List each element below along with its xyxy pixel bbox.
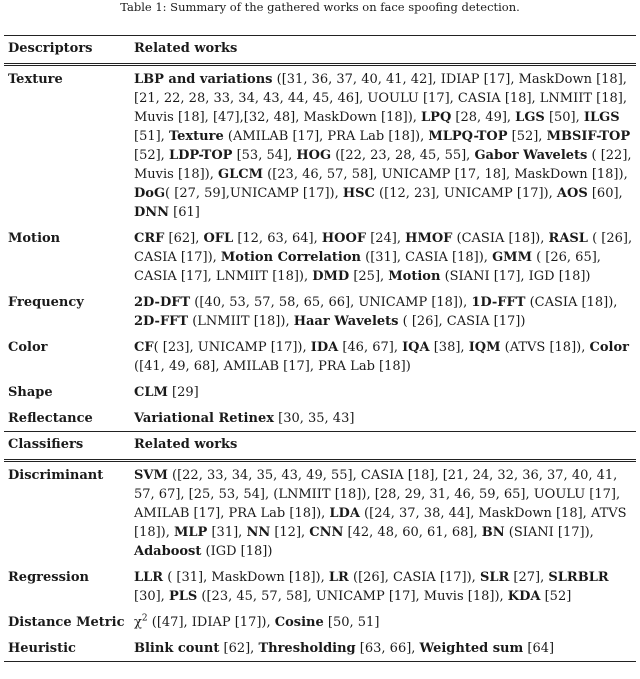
citation-text: [46, 67], bbox=[338, 340, 403, 355]
method-name: Motion Correlation bbox=[220, 250, 361, 265]
table-row bbox=[4, 635, 636, 662]
citation-text: ( [31], MaskDown [18]), bbox=[163, 570, 329, 585]
method-name: LBP and variations bbox=[134, 72, 273, 87]
descriptors-header-descriptor: Descriptors bbox=[4, 36, 134, 65]
citation-text: [60], bbox=[587, 186, 623, 201]
row-related-works bbox=[134, 65, 636, 226]
classifiers-header-related-works: Related works bbox=[134, 432, 636, 461]
method-name: Color bbox=[589, 340, 629, 355]
method-name: OFL bbox=[203, 231, 234, 246]
citation-text: [52], bbox=[507, 129, 547, 144]
method-name: SLRBLR bbox=[548, 570, 609, 585]
citation-text: [53, 54], bbox=[232, 148, 297, 163]
row-category: Motion bbox=[8, 231, 61, 246]
table-row bbox=[4, 225, 636, 289]
row-category: Distance Metric bbox=[8, 615, 125, 630]
method-name: LR bbox=[328, 570, 349, 585]
method-name: GLCM bbox=[218, 167, 263, 182]
classifiers-header-row bbox=[4, 432, 636, 461]
summary-table bbox=[4, 35, 636, 662]
method-name: CRF bbox=[134, 231, 165, 246]
method-name: Adaboost bbox=[134, 544, 202, 559]
citation-text: [30], bbox=[134, 589, 169, 604]
citation-text: [64] bbox=[523, 641, 555, 656]
method-name: HSC bbox=[342, 186, 375, 201]
method-name: Texture bbox=[168, 129, 224, 144]
citation-text: ( [26], CASIA [17]) bbox=[398, 314, 526, 329]
table-row bbox=[4, 405, 636, 432]
citation-text: ([24, 37, 38, 44], MaskDown [18], ATVS [18]), bbox=[134, 506, 627, 540]
citation-text: ( [27, 59],UNICAMP [17]), bbox=[165, 186, 343, 201]
citation-text: ( [23], UNICAMP [17]), bbox=[153, 340, 311, 355]
method-name: Gabor Wavelets bbox=[474, 148, 588, 163]
method-name: PLS bbox=[168, 589, 198, 604]
row-category: Texture bbox=[8, 72, 63, 87]
citation-text: ([12, 23], UNICAMP [17]), bbox=[374, 186, 557, 201]
method-name: MBSIF-TOP bbox=[546, 129, 631, 144]
row-related-works bbox=[134, 461, 636, 565]
row-category: Heuristic bbox=[4, 635, 134, 662]
method-name: LDA bbox=[329, 506, 360, 521]
superscript: 2 bbox=[141, 613, 148, 624]
method-name: MLPQ-TOP bbox=[428, 129, 508, 144]
row-category: Regression bbox=[8, 570, 89, 585]
citation-text: [28, 49], bbox=[451, 110, 516, 125]
citation-text: [24], bbox=[366, 231, 406, 246]
row-category: Color bbox=[8, 340, 48, 355]
citation-text: [61] bbox=[169, 205, 200, 220]
citation-text: ([41, 49, 68], AMILAB [17], PRA Lab [18]) bbox=[134, 359, 411, 374]
method-name: BN bbox=[481, 525, 505, 540]
method-name: GMM bbox=[492, 250, 532, 265]
row-related-works bbox=[134, 635, 636, 662]
citation-text: [25], bbox=[349, 269, 389, 284]
method-name: RASL bbox=[548, 231, 588, 246]
method-name: LLR bbox=[134, 570, 164, 585]
table-row bbox=[4, 65, 636, 226]
method-name: Weighted sum bbox=[419, 641, 524, 656]
citation-text: (AMILAB [17], PRA Lab [18]), bbox=[223, 129, 429, 144]
citation-text: (SIANI [17]), bbox=[504, 525, 594, 540]
citation-text: [50], bbox=[544, 110, 584, 125]
row-related-works bbox=[134, 379, 636, 405]
method-name: Blink count bbox=[134, 641, 220, 656]
row-category: Shape bbox=[8, 385, 53, 400]
row-related-works bbox=[134, 334, 636, 379]
descriptors-header-related-works: Related works bbox=[134, 36, 636, 65]
method-name: 2D-DFT bbox=[134, 295, 191, 310]
method-name: HMOF bbox=[405, 231, 453, 246]
method-name: IDA bbox=[310, 340, 339, 355]
citation-text: ([31], CASIA [18]), bbox=[361, 250, 493, 265]
citation-text: [38], bbox=[429, 340, 469, 355]
citation-text: ([22, 33, 34, 35, 43, 49, 55], CASIA [18], [21, 24, 32, 36, 37, 40, 41, 57, 67], [25, 53, 54], (LNMIIT [18]), [28, 29, 31, 46, 59, 65], UOULU [17], AMILAB [17], PRA Lab [18]), bbox=[134, 468, 621, 521]
citation-text: [52], bbox=[134, 148, 169, 163]
citation-text: (CASIA [18]), bbox=[452, 231, 549, 246]
citation-text: ([47], IDIAP [17]), bbox=[147, 615, 275, 630]
citation-text: (SIANI [17], IGD [18]) bbox=[440, 269, 591, 284]
method-name: Cosine bbox=[274, 615, 324, 630]
citation-text: [50, 51] bbox=[323, 615, 380, 630]
method-name: LGS bbox=[515, 110, 545, 125]
citation-text: ([40, 53, 57, 58, 65, 66], UNICAMP [18]), bbox=[190, 295, 472, 310]
citation-text: ([26], CASIA [17]), bbox=[348, 570, 480, 585]
citation-text: [51], bbox=[134, 129, 169, 144]
row-related-works bbox=[134, 405, 636, 432]
method-name: LPQ bbox=[421, 110, 452, 125]
method-name: DMD bbox=[312, 269, 350, 284]
method-name: 1D-FFT bbox=[471, 295, 526, 310]
method-name: IQM bbox=[468, 340, 501, 355]
method-name: ILGS bbox=[583, 110, 620, 125]
citation-text: [12, 63, 64], bbox=[233, 231, 322, 246]
citation-text: ([23, 46, 57, 58], UNICAMP [17, 18], MaskDown [18]), bbox=[263, 167, 628, 182]
row-category: Discriminant bbox=[8, 468, 104, 483]
method-name: Thresholding bbox=[258, 641, 356, 656]
method-name: HOOF bbox=[321, 231, 367, 246]
row-related-works bbox=[134, 225, 636, 289]
method-name: IQA bbox=[402, 340, 430, 355]
citation-text: (IGD [18]) bbox=[201, 544, 273, 559]
method-name: SLR bbox=[479, 570, 510, 585]
citation-text: [30, 35, 43] bbox=[273, 411, 355, 426]
citation-text: ( [26], CASIA [17]), bbox=[134, 231, 633, 265]
method-name: SVM bbox=[134, 468, 168, 483]
citation-text: (ATVS [18]), bbox=[500, 340, 590, 355]
table-row bbox=[4, 289, 636, 334]
method-name: NN bbox=[246, 525, 271, 540]
table-row bbox=[4, 609, 636, 635]
method-name: Motion bbox=[388, 269, 441, 284]
method-name: LDP-TOP bbox=[168, 148, 233, 163]
method-name: DoG bbox=[134, 186, 166, 201]
descriptors-header-row bbox=[4, 36, 636, 65]
citation-text: (CASIA [18]), bbox=[525, 295, 618, 310]
citation-text: χ bbox=[134, 615, 142, 630]
citation-text: ( [22], Muvis [18]), bbox=[134, 148, 632, 182]
citation-text: [63, 66], bbox=[355, 641, 420, 656]
citation-text: ( [26, 65], CASIA [17], LNMIIT [18]), bbox=[134, 250, 601, 284]
row-category: Frequency bbox=[8, 295, 84, 310]
citation-text: [42, 48, 60, 61, 68], bbox=[343, 525, 482, 540]
citation-text: [27], bbox=[509, 570, 549, 585]
table-row bbox=[4, 564, 636, 609]
citation-text: ([22, 23, 28, 45, 55], bbox=[331, 148, 475, 163]
method-name: Haar Wavelets bbox=[293, 314, 399, 329]
method-name: MLP bbox=[174, 525, 208, 540]
citation-text: [62], bbox=[219, 641, 259, 656]
classifiers-header-descriptor: Classifiers bbox=[4, 432, 134, 461]
citation-text: [12], bbox=[270, 525, 310, 540]
row-related-works bbox=[134, 564, 636, 609]
table-caption: Table 1: Summary of the gathered works on face spoofing detection. bbox=[120, 0, 520, 14]
method-name: DNN bbox=[134, 205, 170, 220]
citation-text: ([31, 36, 37, 40, 41, 42], IDIAP [17], MaskDown [18], [21, 22, 28, 33, 34, 43, 44, 45, 46], UOULU [17], CASIA [18], LNMIIT [18], Muvis [18], [47],[32, 48], MaskDown [18]), bbox=[134, 72, 627, 125]
citation-text: [29] bbox=[167, 385, 199, 400]
row-related-works bbox=[134, 289, 636, 334]
row-related-works bbox=[134, 609, 636, 635]
method-name: 2D-FFT bbox=[134, 314, 189, 329]
citation-text: [52] bbox=[540, 589, 572, 604]
table-row bbox=[4, 379, 636, 405]
citation-text: (LNMIIT [18]), bbox=[188, 314, 294, 329]
table-row bbox=[4, 461, 636, 565]
method-name: CNN bbox=[309, 525, 344, 540]
citation-text: [62], bbox=[164, 231, 204, 246]
method-name: AOS bbox=[556, 186, 588, 201]
method-name: Variational Retinex bbox=[134, 411, 274, 426]
method-name: CLM bbox=[134, 385, 168, 400]
citation-text: [31], bbox=[207, 525, 247, 540]
row-category: Reflectance bbox=[8, 411, 93, 426]
method-name: HOG bbox=[296, 148, 332, 163]
table-row bbox=[4, 334, 636, 379]
method-name: CF bbox=[134, 340, 154, 355]
citation-text: ([23, 45, 57, 58], UNICAMP [17], Muvis [18]), bbox=[197, 589, 508, 604]
method-name: KDA bbox=[507, 589, 541, 604]
